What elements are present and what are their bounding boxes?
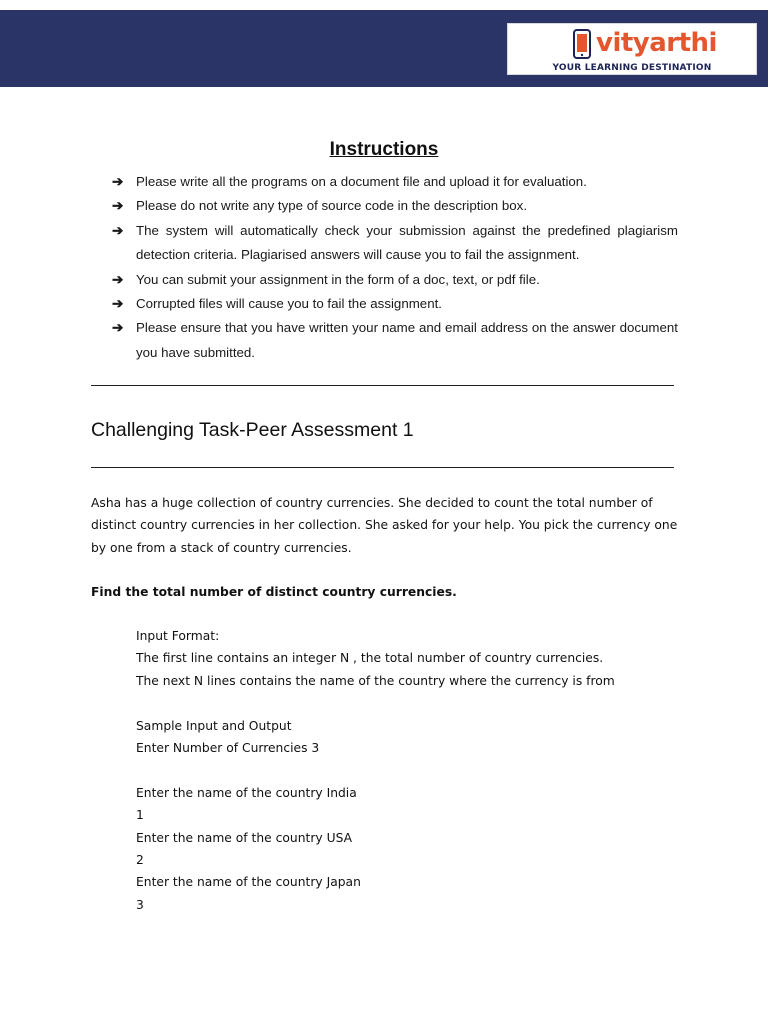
right-arrow-icon: ➔ bbox=[112, 198, 124, 214]
io-line: Enter the name of the country India bbox=[136, 785, 357, 800]
instruction-item bbox=[112, 316, 678, 365]
instruction-text: Please ensure that you have written your name and email address on the answer document you have submitted. bbox=[136, 320, 678, 360]
task-title: Challenging Task-Peer Assessment 1 bbox=[91, 419, 414, 441]
instruction-text: Please write all the programs on a document file and upload it for evaluation. bbox=[136, 174, 587, 189]
brand-tagline: YOUR LEARNING DESTINATION bbox=[552, 63, 712, 73]
io-format-block bbox=[136, 625, 736, 916]
brand-logo bbox=[507, 23, 757, 75]
instruction-text: You can submit your assignment in the form of a doc, text, or pdf file. bbox=[136, 271, 540, 287]
right-arrow-icon: ➔ bbox=[112, 296, 124, 312]
instruction-item bbox=[112, 194, 678, 218]
io-line: The next N lines contains the name of the country where the currency is from bbox=[136, 673, 615, 688]
io-line: 3 bbox=[136, 897, 144, 912]
io-line: Enter the name of the country Japan bbox=[136, 875, 361, 890]
io-line: The first line contains an integer N , the total number of country currencies. bbox=[136, 651, 604, 666]
instruction-text: The system will automatically check your submission against the predefined plagiarism detection criteria. Plagiarised answers will cause you to fail the assignment. bbox=[136, 222, 678, 263]
right-arrow-icon: ➔ bbox=[112, 174, 124, 189]
instruction-item bbox=[112, 268, 678, 292]
instructions-title: Instructions bbox=[329, 139, 439, 160]
right-arrow-icon: ➔ bbox=[112, 271, 124, 287]
instruction-text: Please do not write any type of source code in the description box. bbox=[136, 198, 528, 214]
io-line: Input Format: bbox=[136, 629, 220, 643]
io-line: 2 bbox=[136, 852, 144, 867]
io-line: Enter the name of the country USA bbox=[136, 830, 353, 845]
instruction-item bbox=[112, 219, 678, 268]
brand-name: vityarthi bbox=[596, 28, 717, 58]
divider-top bbox=[91, 385, 674, 386]
io-line bbox=[136, 759, 736, 781]
io-line: 1 bbox=[136, 808, 144, 823]
instruction-item bbox=[112, 170, 678, 194]
io-line bbox=[136, 692, 736, 714]
io-line: Sample Input and Output bbox=[136, 718, 292, 733]
io-line: Enter Number of Currencies 3 bbox=[136, 740, 320, 755]
divider-bottom bbox=[91, 467, 674, 468]
phone-icon bbox=[572, 29, 592, 59]
task-question: Find the total number of distinct country currencies. bbox=[91, 585, 457, 599]
instruction-item bbox=[112, 292, 678, 316]
right-arrow-icon: ➔ bbox=[112, 320, 124, 336]
task-intro: Asha has a huge collection of country currencies. She decided to count the total number of distinct country currencies in her collection. She asked for your help. You pick the currency one by one from a stack of country currencies. bbox=[91, 496, 678, 555]
instruction-text: Corrupted files will cause you to fail the assignment. bbox=[136, 296, 442, 312]
right-arrow-icon: ➔ bbox=[112, 222, 124, 238]
instructions-list bbox=[112, 170, 678, 365]
